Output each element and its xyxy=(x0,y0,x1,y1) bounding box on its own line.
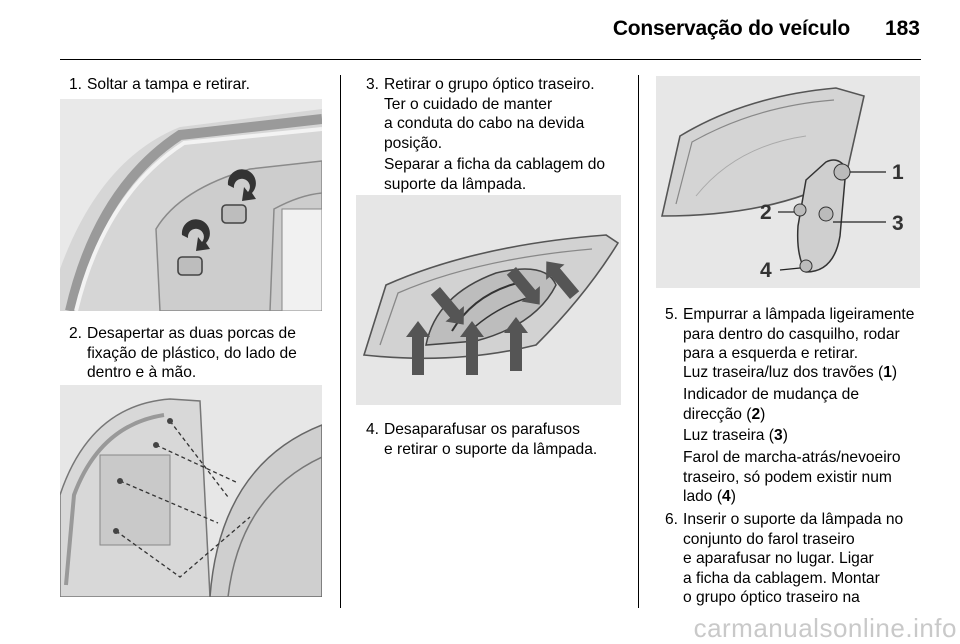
step-6-text xyxy=(683,510,930,608)
step-6-line: a ficha da cablagem. Montar xyxy=(683,569,880,587)
bulb-item-1 xyxy=(683,363,923,383)
header-rule xyxy=(60,59,921,60)
bulb-item-1-close: ) xyxy=(891,364,898,381)
figure-trunk-cover xyxy=(60,99,322,311)
step-3-line: Ter o cuidado de manter xyxy=(384,95,553,113)
step-1 xyxy=(69,75,334,95)
step-4 xyxy=(366,420,631,459)
step-3-line: Retirar o grupo óptico traseiro. xyxy=(384,76,595,93)
bulb-item-3-ref: 3 xyxy=(774,427,783,444)
bulb-item-3 xyxy=(683,426,923,446)
bulb-item-3-text: Luz traseira ( xyxy=(683,427,774,444)
step-5-text xyxy=(683,305,930,364)
bulb-item-4 xyxy=(683,448,923,507)
column-divider-right xyxy=(638,75,639,608)
step-6-line: e aparafusar no lugar. Ligar xyxy=(683,550,874,567)
step-3-line: a conduta do cabo na devida xyxy=(384,115,585,132)
step-5-line: Empurrar a lâmpada ligeiramente xyxy=(683,306,915,323)
step-4-line: Desaparafusar os parafusos xyxy=(384,421,580,438)
step-2-text: Desapertar as duas porcas de fixação de plástico, do lado de dentro e à mão. xyxy=(87,325,297,381)
figure-bulb-holder xyxy=(656,76,920,288)
column-divider-left xyxy=(340,75,341,608)
bulb-item-4-text: Farol de marcha-atrás/nevoeiro xyxy=(683,449,901,466)
step-3-line: posição. xyxy=(384,134,443,152)
callout-3: 3 xyxy=(892,212,904,235)
figure-rear-light-unit xyxy=(356,195,621,405)
step-3-sub-line: Separar a ficha da cablagem do xyxy=(384,156,606,173)
step-5 xyxy=(665,305,930,364)
step-4-text xyxy=(384,420,631,459)
callout-2: 2 xyxy=(760,201,772,224)
bulb-item-4-close: ) xyxy=(730,488,736,505)
step-3-text xyxy=(384,75,631,153)
step-5-line: para a esquerda e retirar. xyxy=(683,345,859,362)
page-number: 183 xyxy=(884,17,920,40)
bulb-item-2-ref: 2 xyxy=(751,405,761,423)
step-4-number: 4. xyxy=(366,421,380,438)
callout-1: 1 xyxy=(892,161,904,184)
step-3-number: 3. xyxy=(366,76,380,93)
bulb-item-4-text: traseiro, só podem existir num xyxy=(683,468,892,486)
bulb-item-2-close: ) xyxy=(760,405,766,423)
step-6-number: 6. xyxy=(665,511,679,528)
step-5-number: 5. xyxy=(665,306,679,323)
watermark: carmanualsonline.info xyxy=(693,613,957,643)
bulb-item-4-ref: 4 xyxy=(722,488,731,505)
bulb-item-4-text: lado ( xyxy=(683,488,723,505)
step-4-line: e retirar o suporte da lâmpada. xyxy=(384,440,598,458)
step-2-number: 2. xyxy=(69,325,83,342)
bulb-item-3-close: ) xyxy=(782,427,788,444)
bulb-item-2 xyxy=(683,385,923,424)
step-3 xyxy=(366,75,631,153)
step-2 xyxy=(69,324,334,383)
step-6-line: conjunto do farol traseiro xyxy=(683,530,855,548)
step-5-line: para dentro do casquilho, rodar xyxy=(683,325,900,343)
step-6-line: Inserir o suporte da lâmpada no xyxy=(683,511,904,528)
step-3-sub-line: suporte da lâmpada. xyxy=(384,175,527,193)
step-1-text: Soltar a tampa e retirar. xyxy=(87,76,250,93)
bulb-item-1-ref: 1 xyxy=(883,364,892,381)
section-title: Conservação do veículo xyxy=(612,17,850,40)
step-6-line: o grupo óptico traseiro na xyxy=(683,589,860,606)
bulb-item-1-text: Luz traseira/luz dos travões ( xyxy=(683,364,884,381)
step-1-number: 1. xyxy=(69,76,83,93)
step-3-subtext xyxy=(384,155,632,194)
step-6 xyxy=(665,510,930,608)
callout-4: 4 xyxy=(760,259,772,282)
figure-plastic-nuts xyxy=(60,385,322,597)
bulb-item-2-text: direcção ( xyxy=(683,405,752,423)
bulb-item-2-text: Indicador de mudança de xyxy=(683,386,859,403)
